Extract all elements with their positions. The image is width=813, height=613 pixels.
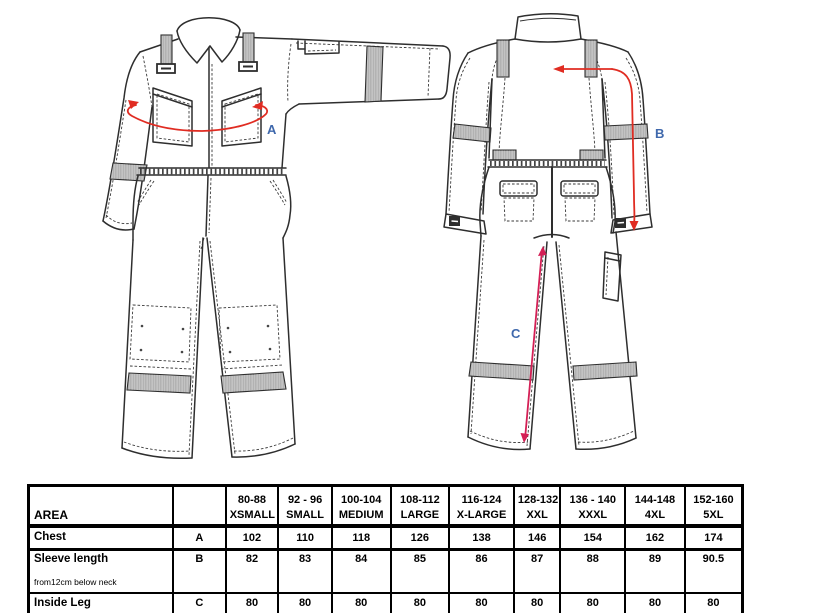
area-header-cell: AREA [29, 486, 174, 527]
size-value-cell: 162 [625, 526, 685, 550]
size-column-header: 108-112 LARGE [391, 486, 450, 527]
measure-label-b: B [655, 126, 665, 141]
table-header-row [29, 486, 743, 527]
size-value-cell: 86 [449, 550, 514, 594]
size-column-header: 116-124 X-LARGE [449, 486, 514, 527]
size-value-cell: 154 [560, 526, 625, 550]
table-row-chest [29, 526, 743, 550]
size-value-cell: 80 [514, 593, 561, 613]
size-value-cell: 84 [332, 550, 391, 594]
size-value-cell: 146 [514, 526, 561, 550]
row-label: Chest [29, 526, 174, 550]
size-column-header: 80-88 XSMALL [226, 486, 279, 527]
front-view-drawing [103, 18, 450, 459]
size-table [27, 484, 744, 613]
size-value-cell: 138 [449, 526, 514, 550]
size-value-cell: 118 [332, 526, 391, 550]
size-value-cell: 80 [449, 593, 514, 613]
table-row-sleeve-length [29, 550, 743, 594]
size-value-cell: 80 [332, 593, 391, 613]
size-value-cell: 80 [278, 593, 332, 613]
size-value-cell: 80 [391, 593, 450, 613]
size-column-header: 100-104 MEDIUM [332, 486, 391, 527]
size-value-cell: 80 [560, 593, 625, 613]
size-column-header: 152-160 5XL [685, 486, 743, 527]
row-label: Sleeve length from12cm below neck [29, 550, 174, 594]
size-value-cell: 110 [278, 526, 332, 550]
size-value-cell: 80 [685, 593, 743, 613]
size-value-cell: 83 [278, 550, 332, 594]
table-row-inside-leg [29, 593, 743, 613]
size-value-cell: 85 [391, 550, 450, 594]
measure-label-c: C [511, 326, 521, 341]
size-value-cell: 82 [226, 550, 279, 594]
row-letter: C [173, 593, 226, 613]
size-value-cell: 89 [625, 550, 685, 594]
measure-label-a: A [267, 122, 277, 137]
size-value-cell: 90.5 [685, 550, 743, 594]
size-column-header: 136 - 140 XXXL [560, 486, 625, 527]
size-value-cell: 126 [391, 526, 450, 550]
size-value-cell: 174 [685, 526, 743, 550]
size-value-cell: 87 [514, 550, 561, 594]
sleeve-note: from12cm below neck [34, 576, 117, 587]
size-column-header: 144-148 4XL [625, 486, 685, 527]
size-value-cell: 80 [226, 593, 279, 613]
row-letter: A [173, 526, 226, 550]
letter-header-cell [173, 486, 226, 527]
size-value-cell: 80 [625, 593, 685, 613]
row-letter: B [173, 550, 226, 594]
size-value-cell: 88 [560, 550, 625, 594]
size-column-header: 92 - 96 SMALL [278, 486, 332, 527]
row-label: Inside Leg [29, 593, 174, 613]
back-view-drawing [444, 14, 664, 450]
size-value-cell: 102 [226, 526, 279, 550]
size-column-header: 128-132 XXL [514, 486, 561, 527]
